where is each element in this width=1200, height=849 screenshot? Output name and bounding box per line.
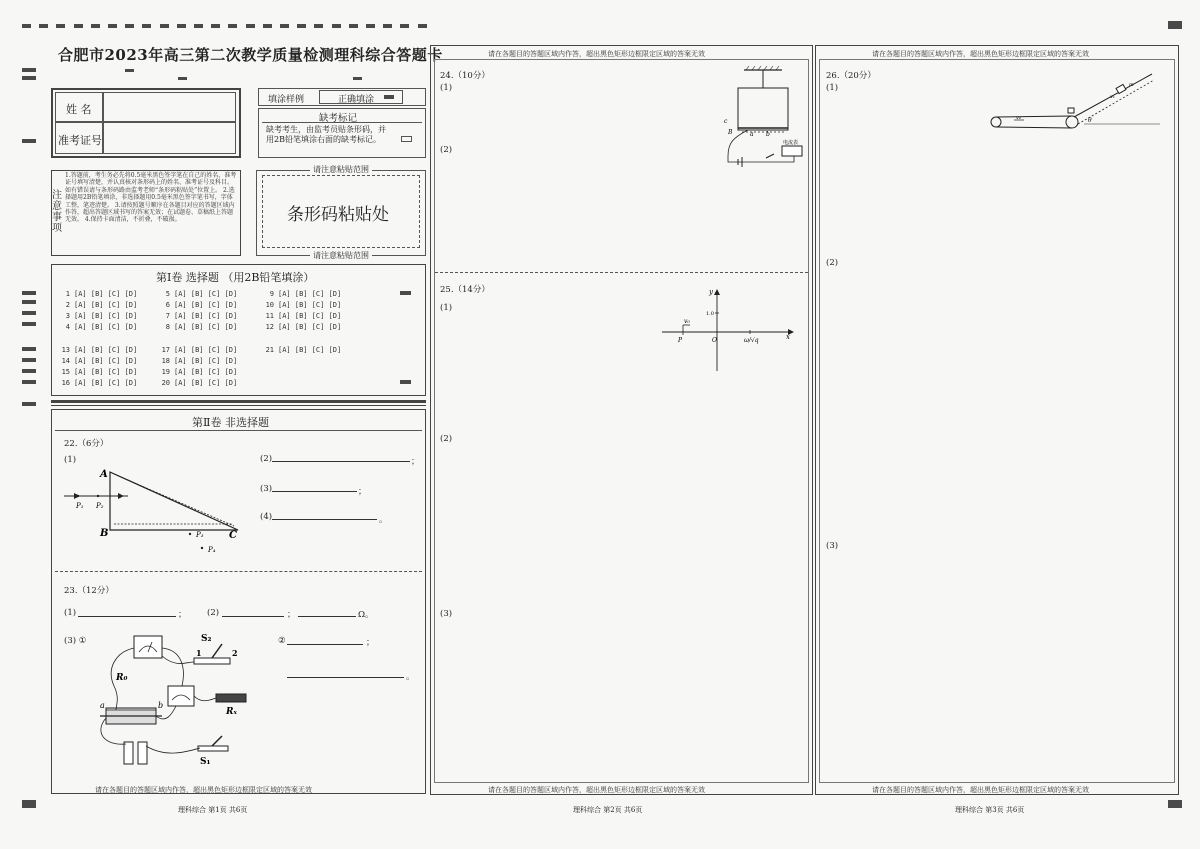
choice-options[interactable]: [A] [B] [C] [D] (74, 368, 138, 376)
choice-row[interactable] (262, 290, 341, 298)
choice-row[interactable] (58, 379, 137, 387)
choice-row[interactable] (58, 312, 137, 320)
side-mark (22, 380, 36, 384)
choice-options[interactable]: [A] [B] [C] [D] (74, 346, 138, 354)
choice-number: 19 (161, 368, 170, 376)
side-mark (22, 358, 36, 362)
q23-end2a: ； (287, 610, 296, 620)
q23-answer1-line[interactable] (78, 616, 176, 617)
timing-mark (91, 24, 100, 28)
timing-mark (383, 24, 392, 28)
choice-row[interactable] (158, 379, 237, 387)
choice-options[interactable]: [A] [B] [C] [D] (174, 290, 238, 298)
battery-1 (124, 742, 133, 764)
choice-number: 3 (65, 312, 70, 320)
label-x: x (786, 333, 790, 341)
col2-top-notice: 请在各题目的答题区域内作答，超出黑色矩形边框限定区域的答案无效 (488, 50, 705, 58)
absent-text: 缺考考生，由监考员贴条形码，并用2B铅笔填涂右面的缺考标记。 (266, 125, 386, 144)
timing-mark (211, 24, 220, 28)
choice-options[interactable]: [A] [B] [C] [D] (174, 379, 238, 387)
absent-title: 缺考标记 (319, 113, 358, 124)
choice-options[interactable]: [A] [B] [C] [D] (174, 346, 238, 354)
label-1: 1 (196, 648, 202, 658)
q22-answer2-line[interactable] (272, 461, 410, 462)
q24-part2: (2) (440, 145, 453, 155)
q25-part2: (2) (440, 434, 453, 444)
section1-title: 第Ⅰ卷 选择题 （用2B铅笔填涂） (156, 271, 315, 284)
q22-part2: (2) (260, 454, 273, 464)
q23-answer2a-line[interactable] (222, 616, 284, 617)
timing-mark (263, 24, 272, 28)
title-mark (353, 77, 362, 80)
side-mark (22, 68, 36, 72)
q23-circuit-figure (86, 628, 256, 768)
choice-options[interactable]: [A] [B] [C] [D] (174, 312, 238, 320)
label-B: B (728, 129, 733, 136)
choice-row[interactable] (158, 368, 237, 376)
footer-page1: 理科综合 第1页 共6页 (178, 806, 248, 814)
label-rx: Rₓ (226, 707, 237, 717)
switch-s1-lever (212, 736, 222, 746)
timing-mark (400, 24, 409, 28)
label-m: m (1129, 82, 1134, 88)
label-r0: R₀ (116, 673, 128, 683)
q23-part1: (1) (64, 608, 77, 618)
choice-row[interactable] (262, 312, 341, 320)
label-a: a (750, 131, 754, 138)
choice-number: 1 (65, 290, 70, 298)
label-p1: P₁ (76, 502, 84, 510)
choice-options[interactable]: [A] [B] [C] [D] (174, 368, 238, 376)
q22-part4: (4) (260, 512, 273, 522)
choice-number: 15 (61, 368, 70, 376)
q24-figure (722, 64, 806, 176)
q25-title: 25.（14分） (440, 285, 490, 295)
belt-bottom (996, 127, 1072, 128)
q23-part3b: ② (278, 636, 286, 646)
y-arrow (714, 289, 720, 295)
label-P: P (678, 337, 683, 344)
choice-row[interactable] (58, 323, 137, 331)
q24-part1: (1) (440, 83, 453, 93)
wire-3 (194, 696, 216, 701)
q23-part2: (2) (207, 608, 220, 618)
q22-answer4-line[interactable] (272, 519, 377, 520)
choice-number: 9 (269, 290, 274, 298)
absent-divider (262, 122, 422, 123)
name-field[interactable] (103, 92, 236, 122)
timing-mark (228, 24, 237, 28)
title-mark (178, 77, 187, 80)
choice-number: 2 (65, 301, 70, 309)
label-c: c (724, 118, 728, 125)
q22-part1: (1) (64, 455, 77, 465)
q25-part3: (3) (440, 609, 453, 619)
choice-number: 6 (165, 301, 170, 309)
timing-mark (125, 24, 134, 28)
label-2: 2 (232, 648, 238, 658)
choice-number: 13 (61, 346, 70, 354)
choice-number: 18 (161, 357, 170, 365)
q22-answer3-line[interactable] (272, 491, 357, 492)
timing-mark (108, 24, 117, 28)
block-m (1116, 84, 1126, 93)
switch-s1-base (198, 746, 228, 751)
q26-title: 26.（20分） (826, 71, 876, 81)
choice-row[interactable] (262, 346, 341, 354)
choice-options[interactable]: [A] [B] [C] [D] (74, 301, 138, 309)
q25-part1: (1) (440, 303, 453, 313)
label-b: b (158, 701, 164, 710)
q23-title: 23.（12分） (64, 586, 114, 596)
label-q: ω/√q (744, 337, 759, 344)
fill-sample-label: 填涂样例 (268, 95, 305, 105)
side-mark (22, 300, 36, 304)
q22-end2: ； (411, 457, 420, 467)
pin-p2 (97, 495, 99, 497)
col3-top-notice: 请在各题目的答题区域内作答，超出黑色矩形边框限定区域的答案无效 (872, 50, 1089, 58)
label-v1: v₁ (1110, 94, 1115, 100)
choice-number: 5 (165, 290, 170, 298)
side-mark (22, 139, 36, 143)
choice-number: 4 (65, 323, 70, 331)
q23-answer3b-line[interactable] (287, 644, 363, 645)
side-mark (22, 76, 36, 80)
q22-prism-figure (62, 462, 252, 562)
choice-row[interactable] (58, 357, 137, 365)
choice-row[interactable] (158, 357, 237, 365)
notes-text: 1.答题前，考生务必先将0.5毫米黑色签字笔在自己的姓名、准考证号填写清楚，并认真核对条形码上的姓名、准考证号及科目。如有错误请与条形码路由监考老师“条形码粘贴处”位置上。 2.选择题用2B铅笔填涂，非选择题用0.5毫米黑色签字笔书写，字体工整，笔迹清楚。 3.请按照题号顺序在各题目对应的答题区域内作答，超出答题区域书写的答案无效；在试题卷、草稿纸上答题无效。 4.保持卡面清洁，不折叠，不破损。 (65, 172, 237, 224)
choice-options[interactable]: [A] [B] [C] [D] (278, 301, 342, 309)
choice-row[interactable] (158, 323, 237, 331)
label-v0: v₀ (1016, 115, 1021, 121)
pulley-right (1066, 116, 1078, 128)
timing-mark (177, 24, 186, 28)
q22-title: 22.（6分） (64, 439, 109, 449)
choice-number: 21 (265, 346, 274, 354)
q22-q23-divider (55, 571, 422, 572)
label-s2: S₂ (201, 634, 212, 644)
choice-options[interactable]: [A] [B] [C] [D] (278, 312, 342, 320)
col1-bottom-notice: 请在各题目的答题区域内作答，超出黑色矩形边框限定区域的答案无效 (95, 786, 312, 794)
pin-p1 (77, 495, 79, 497)
choice-options[interactable]: [A] [B] [C] [D] (278, 290, 342, 298)
timing-mark (246, 24, 255, 28)
battery-2 (138, 742, 147, 764)
choice-row[interactable] (262, 301, 341, 309)
pulley-left (991, 117, 1001, 127)
choice-row[interactable] (158, 290, 237, 298)
choice-options[interactable]: [A] [B] [C] [D] (74, 379, 138, 387)
q23-part3: (3) ① (64, 636, 87, 646)
timing-mark (297, 24, 306, 28)
absent-checkbox[interactable] (401, 136, 412, 142)
choice-number: 10 (265, 301, 274, 309)
label-theta: θ (1088, 117, 1092, 124)
choice-number: 7 (165, 312, 170, 320)
resistor-rx (216, 694, 246, 702)
q23-answer2b-line[interactable] (298, 616, 356, 617)
timing-mark (314, 24, 323, 28)
label-C: C (229, 530, 237, 541)
switch-lever (766, 154, 774, 158)
block-small (1068, 108, 1074, 113)
choice-row[interactable] (58, 368, 137, 376)
timing-mark (142, 24, 151, 28)
choice-mark (400, 291, 411, 295)
label-p3: P₃ (196, 531, 204, 539)
section2-title: 第Ⅱ卷 非选择题 (192, 416, 269, 429)
q26-part1: (1) (826, 83, 839, 93)
label-O: O (712, 337, 717, 344)
choice-options[interactable]: [A] [B] [C] [D] (74, 323, 138, 331)
barcode-hint-bottom: 请注意粘贴范围 (310, 250, 372, 261)
q23-end3b: ； (366, 638, 375, 648)
pin-p4 (201, 547, 203, 549)
q24-q25-divider (435, 272, 808, 273)
meter-mid (168, 686, 194, 706)
side-mark (22, 291, 36, 295)
label-meter: 电流表 (783, 140, 799, 146)
choice-mark (400, 380, 411, 384)
q26-part3: (3) (826, 541, 839, 551)
q25-axes-figure (660, 285, 795, 375)
q24-title: 24.（10分） (440, 71, 490, 81)
corner-mark-bl (22, 800, 36, 808)
timing-mark (418, 24, 427, 28)
wire-6 (146, 746, 200, 753)
choice-options[interactable]: [A] [B] [C] [D] (74, 290, 138, 298)
q23-end2b: Ω。 (358, 610, 374, 620)
side-mark (22, 322, 36, 326)
q23-end1: ； (178, 610, 187, 620)
fill-correct-label: 正确填涂 (338, 95, 375, 105)
q22-part3: (3) (260, 484, 273, 494)
choice-options[interactable]: [A] [B] [C] [D] (278, 346, 342, 354)
timing-mark (56, 24, 65, 28)
notes-title: 注意事项 (52, 190, 62, 234)
label-p4: P₄ (208, 546, 216, 554)
timing-mark (332, 24, 341, 28)
q26-conveyor-figure (984, 62, 1160, 134)
q26-part2: (2) (826, 258, 839, 268)
side-mark (22, 369, 36, 373)
choice-number: 16 (61, 379, 70, 387)
choice-options[interactable]: [A] [B] [C] [D] (174, 301, 238, 309)
pin-p3 (189, 533, 191, 535)
wire-7 (162, 656, 194, 664)
meter-top (134, 636, 162, 658)
col2-bottom-notice: 请在各题目的答题区域内作答，超出黑色矩形边框限定区域的答案无效 (488, 786, 705, 794)
label-y: y (709, 288, 713, 296)
side-mark (22, 402, 36, 406)
q22-end3: ； (358, 487, 367, 497)
timing-mark (74, 24, 83, 28)
choice-number: 11 (265, 312, 274, 320)
title-mark (125, 69, 134, 72)
choice-options[interactable]: [A] [B] [C] [D] (74, 357, 138, 365)
timing-mark (194, 24, 203, 28)
id-label: 准考证号 (58, 134, 102, 147)
choice-options[interactable]: [A] [B] [C] [D] (174, 357, 238, 365)
label-v0: v₀ (684, 318, 690, 325)
name-label: 姓 名 (66, 103, 92, 116)
barcode-label: 条形码粘贴处 (287, 205, 389, 225)
corner-mark-br (1168, 800, 1182, 808)
choice-options[interactable]: [A] [B] [C] [D] (278, 323, 342, 331)
ray-arrow-2 (118, 493, 124, 499)
footer-page2: 理科综合 第2页 共6页 (573, 806, 643, 814)
id-field[interactable] (103, 122, 236, 154)
choice-number: 20 (161, 379, 170, 387)
timing-mark (349, 24, 358, 28)
wire-2 (162, 648, 183, 686)
choice-row[interactable] (58, 301, 137, 309)
section-divider-thin (51, 405, 426, 406)
side-mark (22, 311, 36, 315)
barcode-hint-top: 请注意粘贴范围 (310, 164, 372, 175)
choice-row[interactable] (158, 346, 237, 354)
choice-row[interactable] (58, 346, 137, 354)
label-tick: 1.0 (706, 311, 714, 317)
timing-mark (280, 24, 289, 28)
label-b: b (766, 131, 770, 138)
prism-outline (110, 472, 238, 530)
choice-options[interactable]: [A] [B] [C] [D] (174, 323, 238, 331)
choice-number: 12 (265, 323, 274, 331)
choice-options[interactable]: [A] [B] [C] [D] (74, 312, 138, 320)
q23-end3c: 。 (406, 672, 415, 682)
switch-s2-lever (212, 644, 222, 658)
switch-s2-base (194, 658, 230, 664)
ammeter-box (782, 146, 802, 156)
timing-mark (39, 24, 48, 28)
choice-number: 8 (165, 323, 170, 331)
col3-inner (819, 59, 1175, 783)
label-a: a (100, 701, 105, 710)
page-title: 合肥市2023年高三第二次教学质量检测理科综合答题卡 (58, 46, 443, 64)
choice-row[interactable] (158, 301, 237, 309)
choice-number: 17 (161, 346, 170, 354)
fill-correct-mark (384, 95, 394, 99)
label-B: B (100, 528, 109, 539)
choice-number: 14 (61, 357, 70, 365)
label-A: A (100, 469, 108, 480)
corner-mark-tr (1168, 21, 1182, 29)
choice-row[interactable] (262, 323, 341, 331)
q22-end4: 。 (379, 515, 388, 525)
timing-mark (22, 24, 31, 28)
label-s1: S₁ (200, 757, 211, 767)
q23-answer3c-line[interactable] (287, 677, 404, 678)
section2-divider (55, 430, 422, 431)
label-p2: P₂ (96, 502, 104, 510)
section-divider-thick (51, 400, 426, 403)
choice-row[interactable] (58, 290, 137, 298)
side-mark (22, 347, 36, 351)
timing-mark (160, 24, 169, 28)
choice-row[interactable] (158, 312, 237, 320)
footer-page3: 理科综合 第3页 共6页 (955, 806, 1025, 814)
timing-mark (366, 24, 375, 28)
col3-bottom-notice: 请在各题目的答题区域内作答，超出黑色矩形边框限定区域的答案无效 (872, 786, 1089, 794)
belt-top (996, 116, 1072, 117)
coil-frame (738, 88, 788, 130)
